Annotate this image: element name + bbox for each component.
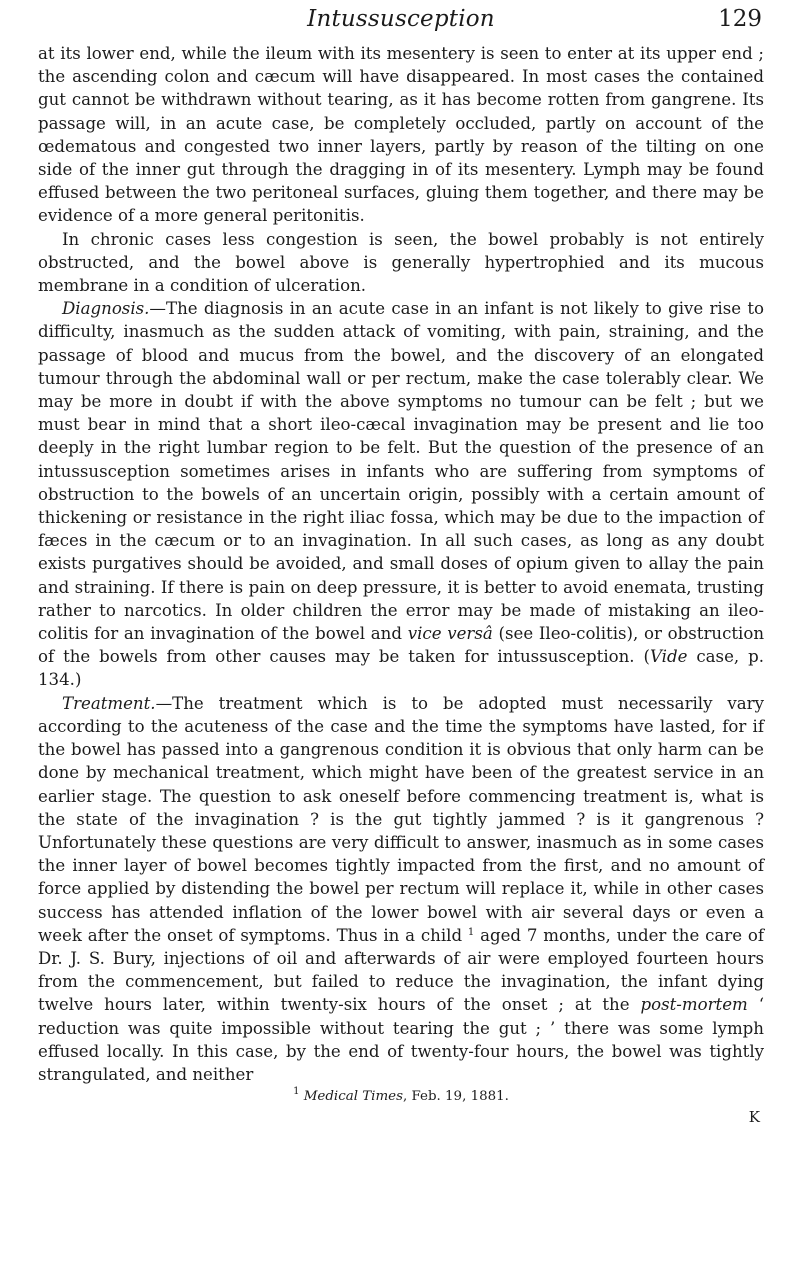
footnote-marker: 1 (293, 1086, 300, 1098)
footnote-reference: 1 (467, 926, 475, 938)
paragraph-text-end: case, p. 134.) (38, 647, 764, 690)
footnote-text: , Feb. 19, 1881. (402, 1089, 509, 1105)
paragraph-treatment (38, 692, 764, 1086)
paragraph-text-end: ‘ reduction was quite impossible without tearing the gut ; ’ there was some lymph effused locally. In this case, by the end of twenty-four hours, the bowel was tightly strangulated, and neither (38, 995, 764, 1084)
body-text (38, 42, 764, 1086)
footnote-source: Medical Times (303, 1089, 403, 1105)
paragraph-text: In chronic cases less congestion is seen, the bowel probably is not entirely obstructed, and the bowel above is generally hypertrophied and its mucous membrane in a condition of ulceration. (38, 229, 764, 296)
paragraph-diagnosis (38, 297, 764, 691)
section-heading-treatment: Treatment. (62, 693, 156, 713)
vide-reference: Vide (649, 647, 688, 667)
paragraph-text: —The diagnosis in an acute case in an infant is not likely to give rise to difficulty, inasmuch as the sudden attack of vomiting, with pain, straining, and the passage of blood and mucus from the bowel, and the discovery of an elongated tumour through the abdominal wall or per rectum, make the case tolerably clear. We may be more in doubt if with the above symptoms no tumour can be felt ; but we must bear in mind that a short ileo-cæcal invagination may be present and lie too deeply in the right lumbar region to be felt. But the question of the presence of an intussusception sometimes arises in infants who are suffering from symptoms of obstruction to the bowels of an uncertain origin, possibly with a certain amount of thickening or resistance in the right iliac fossa, which may be due to the impaction of fæces in the cæcum or to an invagination. In all such cases, as long as any doubt exists purgatives should be avoided, and small doses of opium given to allay the pain and straining. If there is pain on deep pressure, it is better to avoid enemata, trusting rather to narcotics. In older children the error may be made of mistaking an ileo-colitis for an invagination of the bowel and (38, 299, 764, 644)
paragraph-text-continued: (see Ileo-colitis), or obstruction of the bowels from other causes may be taken for intussusception. ( (38, 624, 765, 667)
italic-phrase: vice versâ (407, 624, 493, 644)
page-header (38, 0, 764, 42)
footnote (38, 1088, 764, 1106)
paragraph-pathology-continued (38, 42, 764, 228)
signature-mark: K (748, 1108, 760, 1127)
paragraph-text: —The treatment which is to be adopted must necessarily vary according to the acuteness of the case and the time the symptoms have lasted, for if the bowel has passed into a gangrenous condition it is obvious that only harm can be done by mechanical treatment, which might have been of the greatest service in an earlier stage. The question to ask oneself before commencing treatment is, what is the state of the invagination ? is the gut tightly jammed ? is it gangrenous ? Unfortunately these questions are very difficult to answer, inasmuch as in some cases the inner layer of bowel becomes tightly impacted from the first, and no amount of force applied by distending the bowel per rectum will replace it, while in other cases success has attended inflation of the lower bowel with air several days or even a week after the onset of symptoms. Thus in a child (38, 693, 764, 945)
paragraph-text: at its lower end, while the ileum with its mesentery is seen to enter at its upper end ; the ascending colon and cæcum will have disappeared. In most cases the contained gut cannot be withdrawn without tearing, as it has become rotten from gangrene. Its passage will, in an acute case, be completely occluded, partly on account of the œdematous and congested two inner layers, partly by reason of the tilting on one side of the inner gut through the dragging in of its mesentery. Lymph may be found effused between the two peritoneal surfaces, gluing them together, and there may be evidence of a more general peritonitis. (38, 44, 764, 226)
page-number: 129 (718, 6, 762, 32)
running-title: Intussusception (307, 6, 495, 32)
italic-phrase: post-mortem (640, 995, 748, 1015)
paragraph-chronic-cases (38, 228, 764, 298)
paragraph-text-continued: aged 7 months, under the care of Dr. J. S. Bury, injections of oil and afterwards of air were employed fourteen hours from the commencement, but failed to reduce the invagination, the infant dying twelve hours later, within twenty-six hours of the onset ; at the (38, 925, 764, 1015)
section-heading-diagnosis: Diagnosis. (62, 299, 150, 319)
